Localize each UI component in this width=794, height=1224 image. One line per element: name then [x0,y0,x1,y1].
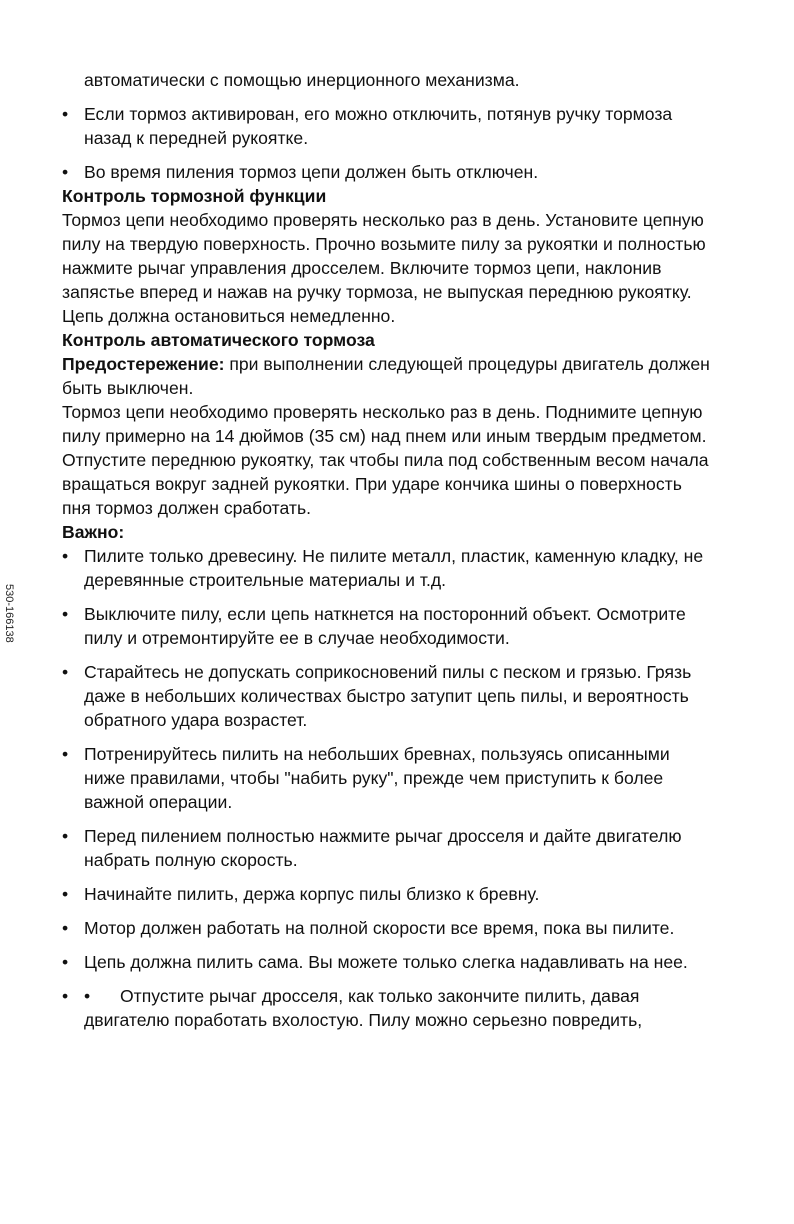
bullet-dot-icon: • [62,104,69,124]
bullet-text: Начинайте пилить, держа корпус пилы близко к бревну. [84,884,540,904]
bullet-item [62,602,712,650]
warning-text: при выполнении следующей процедуры двигатель должен быть выключен. [62,354,710,398]
bullet-item [62,102,712,150]
bullet-text: Потренируйтесь пилить на небольших бревнах, пользуясь описанными ниже правилами, чтобы "набить руку", прежде чем приступить к более важной операции. [84,744,670,812]
bullet-dot-icon: • [62,952,69,972]
bullet-text: Если тормоз активирован, его можно отключить, потянув ручку тормоза назад к передней рукоятке. [84,104,673,148]
bullet-item [62,160,712,184]
document-page [62,68,712,1042]
bullet-item [62,916,712,940]
bullet-text: Во время пиления тормоз цепи должен быть отключен. [84,162,539,182]
bullet-item [62,950,712,974]
section-heading-brake-check: Контроль тормозной функции [62,186,327,206]
bullet-dot-icon: • [62,884,69,904]
bullet-text: Мотор должен работать на полной скорости все время, пока вы пилите. [84,918,675,938]
bullet-text: Пилите только древесину. Не пилите металл, пластик, каменную кладку, не деревянные строительные материалы и т.д. [84,546,704,590]
bullet-text: Отпустите рычаг дросселя, как только закончите пилить, давая двигателю поработать вхолостую. Пилу можно серьезно повредить, [84,986,643,1030]
bullet-text: Старайтесь не допускать соприкосновений пилы с песком и грязью. Грязь даже в небольших количествах быстро затупит цепь пилы, и вероятность обратного удара возрастет. [84,662,692,730]
bullet-dot-icon: • [62,662,69,682]
warning-paragraph [62,352,712,400]
section-heading-auto-brake: Контроль автоматического тормоза [62,330,375,350]
bullet-dot-icon: • [84,986,91,1006]
bullet-item [62,984,712,1032]
bullet-dot-icon: • [62,744,69,764]
bullet-dot-icon: • [62,604,69,624]
bullet-text: Выключите пилу, если цепь наткнется на посторонний объект. Осмотрите пилу и отремонтируйте ее в случае необходимости. [84,604,686,648]
bullet-item [62,660,712,732]
warning-label: Предостережение: [62,354,225,374]
bullet-dot-icon: • [62,986,69,1006]
bullet-item [62,742,712,814]
bullet-item [62,882,712,906]
bullet-text: Цепь должна пилить сама. Вы можете только слегка надавливать на нее. [84,952,688,972]
bullet-dot-icon: • [62,162,69,182]
bullet-dot-icon: • [62,546,69,566]
section-heading-important: Важно: [62,522,125,542]
intro-continuation: автоматически с помощью инерционного механизма. [84,70,520,90]
section-body-auto-brake: Тормоз цепи необходимо проверять несколько раз в день. Поднимите цепную пилу примерно на 14 дюймов (35 см) над пнем или иным твердым предметом. Отпустите переднюю рукоятку, так чтобы пила под собственным весом начала вращаться вокруг задней рукоятки. При ударе кончика шины о поверхность пня тормоз должен сработать. [62,402,709,518]
bullet-item [62,544,712,592]
bullet-item [62,824,712,872]
document-code: 530-166138 [3,584,15,643]
bullet-text: Перед пилением полностью нажмите рычаг дросселя и дайте двигателю набрать полную скорость. [84,826,682,870]
bullet-dot-icon: • [62,918,69,938]
bullet-dot-icon: • [62,826,69,846]
section-body-brake-check: Тормоз цепи необходимо проверять несколько раз в день. Установите цепную пилу на твердую поверхность. Прочно возьмите пилу за рукоятки и полностью нажмите рычаг управления дросселем. Включите тормоз цепи, наклонив запястье вперед и нажав на ручку тормоза, не выпуская переднюю рукоятку. Цепь должна остановиться немедленно. [62,210,706,326]
